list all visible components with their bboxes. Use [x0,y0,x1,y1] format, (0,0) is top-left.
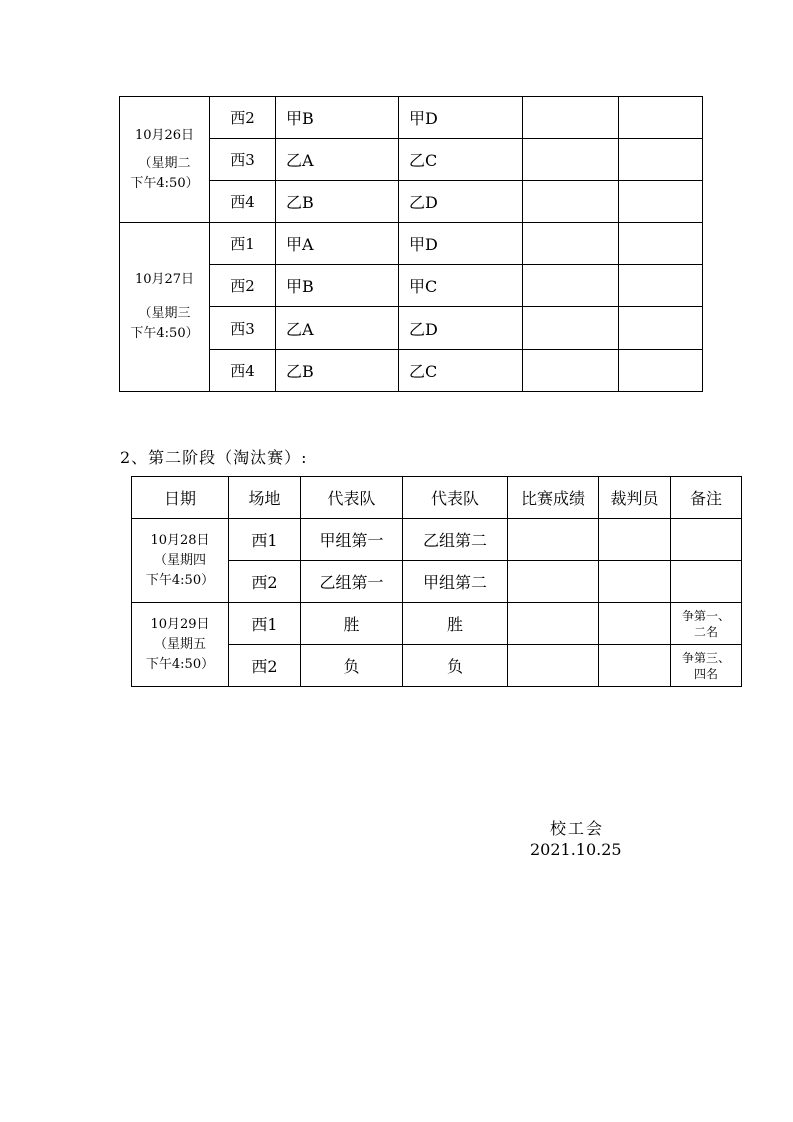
note-line: 争第三、 [681,650,730,665]
venue-cell: 西3 [210,139,276,181]
team-b-cell: 乙组第二 [403,519,508,561]
venue-cell: 西2 [229,645,301,687]
venue-cell: 西1 [229,519,301,561]
referee-cell[interactable] [619,350,703,392]
team-a-cell: 乙A [276,139,399,181]
team-b-cell: 胜 [403,603,508,645]
referee-cell[interactable] [619,265,703,307]
date-line: 下午4:50） [145,656,215,672]
venue-cell: 西4 [210,350,276,392]
team-b-cell: 甲D [399,97,523,139]
result-cell[interactable] [508,519,599,561]
note-line: 争第一、 [681,608,730,623]
team-a-cell: 乙B [276,181,399,223]
venue-cell: 西3 [210,307,276,350]
team-a-cell: 乙B [276,350,399,392]
referee-cell[interactable] [619,139,703,181]
note-cell [671,603,742,645]
header-referee: 裁判员 [599,477,671,519]
team-b-cell: 甲C [399,265,523,307]
date-line: 下午4:50） [130,175,199,191]
header-result: 比赛成绩 [508,477,599,519]
venue-cell: 西1 [229,603,301,645]
team-b-cell: 负 [403,645,508,687]
result-cell[interactable] [523,350,619,392]
result-cell[interactable] [508,645,599,687]
result-cell[interactable] [523,181,619,223]
note-cell [671,519,742,561]
team-a-cell: 甲组第一 [301,519,403,561]
team-b-cell: 乙C [399,350,523,392]
team-a-cell: 胜 [301,603,403,645]
team-b-cell: 乙C [399,139,523,181]
header-date: 日期 [132,477,229,519]
header-venue: 场地 [229,477,301,519]
referee-cell[interactable] [599,645,671,687]
date-line: 10月27日 [134,272,195,287]
note-line: 二名 [693,624,718,639]
referee-cell[interactable] [619,223,703,265]
team-a-cell: 甲A [276,223,399,265]
referee-cell[interactable] [619,97,703,139]
header-team-b: 代表队 [403,477,508,519]
header-team-a: 代表队 [301,477,403,519]
referee-cell[interactable] [599,603,671,645]
table-row [132,519,742,561]
table-row [132,603,742,645]
date-line: （星期五 [153,636,206,652]
referee-cell[interactable] [599,561,671,603]
result-cell[interactable] [523,265,619,307]
signature-organization: 校工会 [550,819,605,838]
note-cell [671,561,742,603]
result-cell[interactable] [523,97,619,139]
team-a-cell: 甲B [276,265,399,307]
date-line: （星期四 [153,552,206,568]
date-line: 10月29日 [150,616,210,632]
header-note: 备注 [671,477,742,519]
date-line: （星期三 [138,306,191,321]
referee-cell[interactable] [599,519,671,561]
date-cell [120,97,210,223]
table-header-row [132,477,742,519]
team-a-cell: 负 [301,645,403,687]
team-a-cell: 乙组第一 [301,561,403,603]
venue-cell: 西1 [210,223,276,265]
result-cell[interactable] [508,603,599,645]
date-line: （星期二 [138,155,191,171]
result-cell[interactable] [523,223,619,265]
team-b-cell: 乙D [399,307,523,350]
table-row [120,223,703,265]
result-cell[interactable] [523,307,619,350]
stage2-knockout-table [131,476,742,687]
note-line: 四名 [693,666,718,681]
referee-cell[interactable] [619,307,703,350]
signature-date: 2021.10.25 [530,840,622,859]
date-line: 10月28日 [150,532,210,548]
venue-cell: 西2 [229,561,301,603]
result-cell[interactable] [523,139,619,181]
team-b-cell: 甲组第二 [403,561,508,603]
stage2-heading: 2、第二阶段（淘汰赛）: [120,448,308,467]
note-cell [671,645,742,687]
result-cell[interactable] [508,561,599,603]
table-row [120,97,703,139]
referee-cell[interactable] [619,181,703,223]
date-cell [132,603,229,687]
venue-cell: 西4 [210,181,276,223]
venue-cell: 西2 [210,265,276,307]
team-a-cell: 甲B [276,97,399,139]
team-a-cell: 乙A [276,307,399,350]
date-line: 10月26日 [134,127,195,143]
date-cell [132,519,229,603]
date-cell [120,223,210,392]
stage1-schedule-table [119,96,703,392]
venue-cell: 西2 [210,97,276,139]
date-line: 下午4:50） [145,572,215,588]
team-b-cell: 乙D [399,181,523,223]
team-b-cell: 甲D [399,223,523,265]
date-line: 下午4:50） [130,326,199,341]
